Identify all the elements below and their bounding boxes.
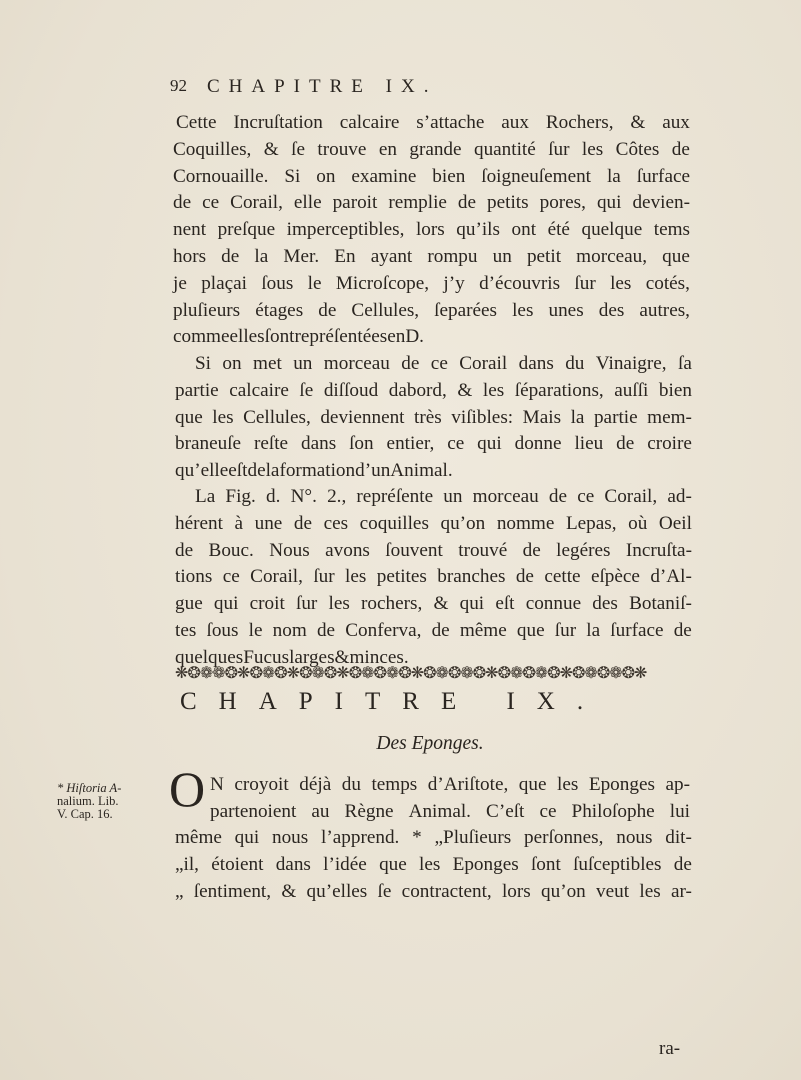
text-line: partenoient au Règne Animal. C’eſt ce Philoſophe lui (210, 800, 690, 822)
text-line: Cornouaille. Si on examine bien ſoigneuſement la ſurface (173, 165, 690, 187)
paragraph-4-indented (210, 772, 690, 826)
text-line: que les Cellules, deviennent très viſibles: Mais la partie mem- (175, 406, 692, 428)
text-line: comme elles ſont repréſentées en D. (173, 326, 424, 348)
text-line: même qui nous l’apprend. * „Pluſieurs perſonnes, nous dit- (175, 827, 692, 848)
page-number: 92 (170, 76, 187, 95)
text-line: tions ce Corail, ſur les petites branches de cette eſpèce d’Al- (175, 566, 692, 588)
paragraph-2 (175, 351, 692, 485)
margin-note-line: V. Cap. 16. (57, 807, 113, 821)
paragraph-4 (175, 825, 692, 905)
catchword: ra- (659, 1038, 681, 1059)
text-line: pluſieurs étages de Cellules, ſeparées les unes des autres, (173, 299, 690, 321)
chapter-subtitle: Des Eponges. (376, 733, 484, 754)
text-line: partie calcaire ſe diſſoud dabord, & les ſéparations, auſſi bien (175, 379, 692, 401)
text-line: „il, étoient dans l’idée que les Eponges ſont ſuſceptibles de (175, 853, 692, 875)
paragraph-1 (173, 110, 690, 351)
text-line: nent preſque imperceptibles, lors qu’ils ont été quelque tems (173, 219, 690, 241)
text-line: gue qui croit ſur les rochers, & qui eſt connue des Botaniſ- (175, 593, 692, 615)
text-line: de Bouc. Nous avons ſouvent trouvé de legéres Incruſta- (175, 539, 692, 561)
text-line: hérent à une de ces coquilles qu’on nomme Lepas, où Oeil (175, 512, 692, 534)
chapter-heading (180, 688, 680, 716)
text-line: N croyoit déjà du temps d’Ariſtote, que les Eponges ap- (210, 774, 690, 795)
text-line: hors de la Mer. En ayant rompu un petit morceau, que (173, 245, 690, 267)
text-line: quelques Fucus larges & minces. (175, 646, 409, 668)
paragraph-3 (175, 484, 692, 672)
running-title: CHAPITRE IX. (207, 76, 438, 97)
text-line: „ ſentiment, & qu’elles ſe contractent, lors qu’on veut les ar- (175, 880, 692, 902)
margin-note (57, 782, 167, 821)
text-line: Si on met un morceau de ce Corail dans du Vinaigre, ſa (195, 353, 692, 374)
text-line: de ce Corail, elle paroit remplie de petits pores, qui devien- (173, 192, 690, 214)
text-line: Coquilles, & ſe trouve en grande quantité ſur les Côtes de (173, 138, 690, 160)
text-line: tes ſous le nom de Conferva, de même que ſur la ſurface de (175, 619, 692, 641)
margin-note-line: nalium. Lib. (57, 794, 119, 808)
text-line: Cette Incruſtation calcaire s’attache aux Rochers, & aux (176, 112, 690, 133)
text-line: La Fig. d. N°. 2., repréſente un morceau de ce Corail, ad- (195, 486, 692, 507)
text-line: qu’elle eſt de la formation d’un Animal. (175, 460, 453, 482)
text-line: braneuſe reſte dans ſon entier, ce qui donne lieu de croire (175, 433, 692, 455)
margin-note-line: * Hiſtoria A- (57, 781, 122, 795)
text-line: je plaçai ſous le Microſcope, j’y d’écouvris ſur les cotés, (173, 272, 690, 294)
decorative-border: ❋❂❁❁❂❋❂❁❂❋❂❁❂❋❂❁❂❁❂❋❂❁❂❁❂❋❂❁❂❁❂❋❂❁❂❁❂❋ (175, 662, 647, 682)
drop-cap: O (169, 761, 206, 817)
chapter-heading-text: CHAPITRE IX. (180, 688, 606, 715)
